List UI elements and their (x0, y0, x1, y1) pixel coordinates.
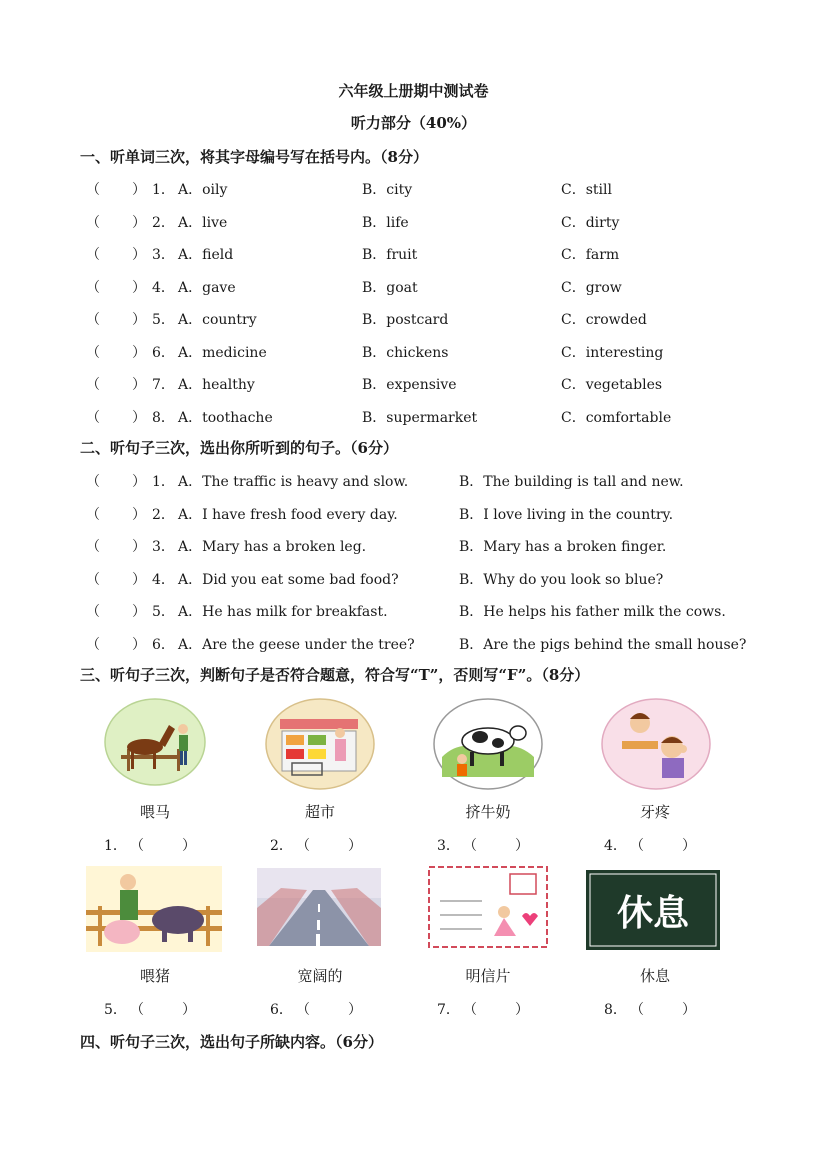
picture-number: 7． (437, 1002, 460, 1018)
wide-road-icon (257, 868, 381, 946)
picture-caption: 喂猪 (139, 967, 170, 985)
option-a: A．The traffic is heavy and slow. (178, 474, 409, 490)
option-b: B．fruit (362, 247, 418, 263)
item-number: 4． (152, 279, 175, 296)
picture-number: 4． (604, 838, 627, 854)
option-c: C．interesting (561, 344, 664, 361)
option-a: A．Did you eat some bad food? (178, 571, 399, 588)
option-b: B．city (362, 182, 413, 198)
picture-caption: 超市 (304, 803, 335, 821)
option-a: A．Mary has a broken leg. (178, 539, 367, 556)
answer-paren-open: （ (86, 506, 100, 523)
item-number: 1． (152, 474, 175, 490)
option-a: A．I have fresh food every day. (178, 506, 398, 523)
option-a: A．live (178, 214, 228, 231)
section1-heading: 一、听单词三次，将其字母编号写在括号内。（8分） (80, 148, 428, 166)
picture-caption: 宽阔的 (297, 967, 343, 985)
item-number: 4． (152, 571, 175, 588)
item-number: 6． (152, 344, 175, 361)
answer-paren-open: （ (130, 1002, 144, 1018)
picture-number: 2． (270, 838, 293, 854)
picture-caption: 挤牛奶 (465, 803, 511, 821)
picture-number: 6． (270, 1002, 293, 1018)
rest-sign-text: 休息 (616, 893, 690, 934)
answer-paren-close: ） (182, 838, 196, 854)
answer-paren-close: ） (348, 838, 362, 854)
item-number: 8． (152, 409, 175, 426)
item-number: 1． (152, 182, 175, 198)
picture-caption: 喂马 (139, 803, 170, 821)
answer-paren-open: （ (86, 344, 100, 361)
answer-paren-open: （ (86, 474, 100, 490)
picture-number: 1． (104, 838, 127, 854)
answer-paren-open: （ (86, 571, 100, 588)
answer-paren-close: ） (132, 377, 146, 393)
option-b: B．He helps his father milk the cows. (459, 604, 726, 621)
postcard-icon (428, 866, 548, 948)
item-number: 5． (152, 312, 175, 328)
picture-caption: 牙疼 (639, 803, 670, 821)
item-number: 2． (152, 506, 175, 523)
answer-paren-close: ） (132, 539, 146, 556)
answer-paren-close: ） (132, 279, 146, 296)
page-subtitle: 听力部分（40%） (350, 114, 477, 132)
answer-paren-open: （ (630, 1002, 644, 1018)
option-a: A．gave (178, 279, 236, 296)
item-number: 5． (152, 604, 175, 621)
answer-paren-open: （ (86, 539, 100, 556)
answer-paren-close: ） (132, 312, 146, 328)
option-a: A．healthy (178, 377, 255, 393)
section3-heading: 三、听句子三次，判断句子是否符合题意，符合写“T”，否则写“F”。（8分） (80, 666, 590, 684)
answer-paren-open: （ (463, 838, 477, 854)
answer-paren-open: （ (86, 214, 100, 231)
item-number: 6． (152, 637, 175, 653)
item-number: 7． (152, 377, 175, 393)
answer-paren-close: ） (132, 506, 146, 523)
option-b: B．postcard (362, 312, 449, 328)
option-c: C．still (561, 182, 612, 198)
option-a: A．country (178, 312, 257, 328)
section2-heading: 二、听句子三次，选出你所听到的句子。（6分） (80, 439, 398, 457)
option-b: B．goat (362, 279, 418, 296)
picture-caption: 明信片 (465, 967, 511, 985)
answer-paren-close: ） (182, 1002, 196, 1018)
option-b: B．chickens (362, 344, 449, 361)
answer-paren-close: ） (132, 214, 146, 231)
option-c: C．crowded (561, 312, 647, 328)
answer-paren-open: （ (296, 1002, 310, 1018)
answer-paren-open: （ (463, 1002, 477, 1018)
option-a: A．He has milk for breakfast. (178, 604, 388, 621)
rest-sign-icon (586, 870, 720, 950)
answer-paren-open: （ (86, 637, 100, 653)
answer-paren-close: ） (132, 604, 146, 621)
option-c: C．vegetables (561, 377, 663, 393)
answer-paren-open: （ (630, 838, 644, 854)
item-number: 3． (152, 539, 175, 556)
option-b: B．Mary has a broken finger. (459, 539, 667, 556)
answer-paren-close: ） (515, 1002, 529, 1018)
option-c: C．dirty (561, 214, 620, 231)
answer-paren-open: （ (130, 838, 144, 854)
picture-caption: 休息 (639, 967, 670, 985)
answer-paren-close: ） (682, 1002, 696, 1018)
answer-paren-open: （ (86, 182, 100, 198)
answer-paren-close: ） (682, 838, 696, 854)
answer-paren-open: （ (86, 604, 100, 621)
answer-paren-open: （ (86, 279, 100, 296)
picture-number: 3． (437, 838, 460, 854)
picture-number: 8． (604, 1002, 627, 1018)
option-b: B．life (362, 214, 409, 231)
answer-paren-open: （ (296, 838, 310, 854)
answer-paren-close: ） (348, 1002, 362, 1018)
answer-paren-close: ） (132, 637, 146, 653)
option-c: C．comfortable (561, 409, 672, 426)
option-a: A．toothache (178, 409, 273, 426)
option-b: B．Why do you look so blue? (459, 571, 664, 588)
answer-paren-open: （ (86, 377, 100, 393)
answer-paren-close: ） (132, 344, 146, 361)
picture-number: 5． (104, 1002, 127, 1018)
item-number: 3． (152, 247, 175, 263)
option-b: B．supermarket (362, 409, 478, 426)
item-number: 2． (152, 214, 175, 231)
answer-paren-open: （ (86, 247, 100, 263)
option-b: B．Are the pigs behind the small house? (459, 637, 747, 653)
page-title: 六年级上册期中测试卷 (338, 82, 489, 100)
answer-paren-close: ） (132, 474, 146, 490)
answer-paren-open: （ (86, 409, 100, 426)
section4-heading: 四、听句子三次，选出句子所缺内容。（6分） (80, 1033, 383, 1051)
option-c: C．farm (561, 247, 620, 263)
answer-paren-close: ） (132, 182, 146, 198)
option-a: A．field (178, 247, 234, 263)
option-b: B．I love living in the country. (459, 506, 674, 523)
option-c: C．grow (561, 279, 622, 296)
supermarket-icon (264, 697, 376, 791)
option-b: B．The building is tall and new. (459, 474, 684, 490)
option-b: B．expensive (362, 377, 457, 393)
answer-paren-open: （ (86, 312, 100, 328)
answer-paren-close: ） (515, 838, 529, 854)
answer-paren-close: ） (132, 571, 146, 588)
milking-cow-icon (432, 697, 544, 791)
pig-feeding-icon (86, 866, 222, 952)
option-a: A．medicine (178, 344, 267, 361)
horse-feeding-icon (103, 697, 207, 787)
answer-paren-close: ） (132, 247, 146, 263)
option-a: A．oily (178, 182, 228, 198)
answer-paren-close: ） (132, 409, 146, 426)
option-a: A．Are the geese under the tree? (178, 637, 415, 653)
toothache-icon (600, 697, 712, 791)
